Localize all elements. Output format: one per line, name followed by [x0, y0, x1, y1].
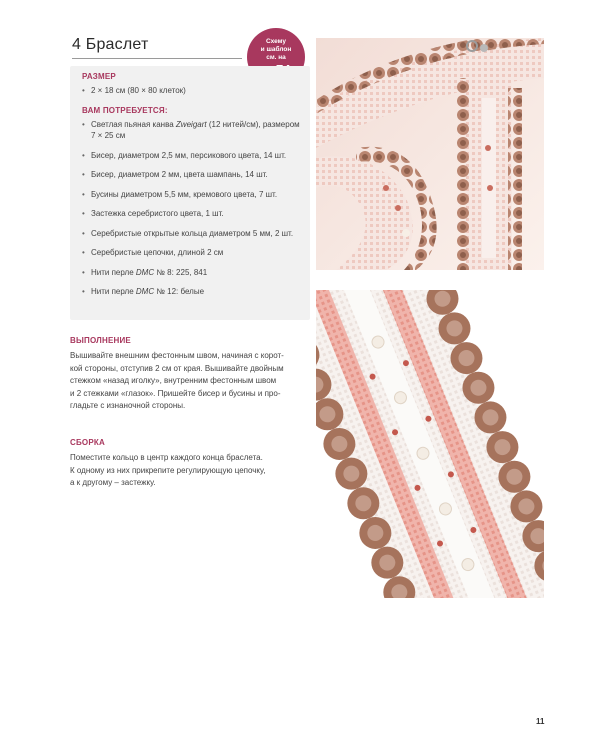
- badge-line-1: Схему: [265, 37, 286, 45]
- execution-heading: ВЫПОЛНЕНИЕ: [70, 336, 131, 345]
- list-item: • Бисер, диаметром 2 мм, цвета шампань, 14 шт.: [82, 169, 300, 180]
- assembly-text: Поместите кольцо в центр каждого конца браслета. К одному из них прикрепите регулирующую цепочку, а к другому – застежку.: [70, 453, 266, 487]
- size-list: [82, 85, 300, 96]
- list-item: • Серебристые цепочки, длиной 2 см: [82, 247, 300, 258]
- bracelet-closeup-image: [316, 290, 544, 598]
- list-item: • Нити перле DMC № 12: белые: [82, 286, 300, 297]
- execution-section: [70, 336, 310, 413]
- assembly-heading: СБОРКА: [70, 438, 105, 447]
- assembly-section: [70, 438, 310, 490]
- size-heading: РАЗМЕР: [82, 72, 116, 81]
- materials-list: [82, 119, 300, 297]
- page-title: 4 Браслет: [72, 36, 149, 53]
- page-number: 11: [536, 717, 545, 726]
- badge-line-3: см. на: [266, 53, 286, 61]
- list-item: • Светлая пьяная канва Zweigart (12 нитей/см), размером 7 × 25 см: [82, 119, 300, 141]
- list-item: • 2 × 18 см (80 × 80 клеток): [82, 85, 300, 96]
- materials-box: [70, 66, 310, 320]
- list-item: • Бусины диаметром 5,5 мм, кремового цвета, 7 шт.: [82, 189, 300, 200]
- bracelet-photo-top: [316, 38, 544, 270]
- list-item: • Бисер, диаметром 2,5 мм, персикового цвета, 14 шт.: [82, 150, 300, 161]
- bracelet-clasp-image: [316, 38, 544, 270]
- list-item: • Застежка серебристого цвета, 1 шт.: [82, 208, 300, 219]
- list-item: • Серебристые открытые кольца диаметром 5 мм, 2 шт.: [82, 228, 300, 239]
- materials-heading: ВАМ ПОТРЕБУЕТСЯ:: [82, 106, 168, 115]
- bracelet-photo-bottom: [316, 290, 544, 598]
- badge-line-2: и шаблон: [260, 45, 292, 53]
- execution-text: Вышивайте внешним фестонным швом, начиная с корот- кой стороны, отступив 2 см от края. Вышивайте двойным стежком «назад иголку», внутренним фестонным швом и 2 стежками «глазок». Пришейте бисер и бусины и про- гладьте с изнаночной стороны.: [70, 351, 284, 410]
- list-item: • Нити перле DMC № 8: 225, 841: [82, 267, 300, 278]
- title-underline: [72, 58, 242, 59]
